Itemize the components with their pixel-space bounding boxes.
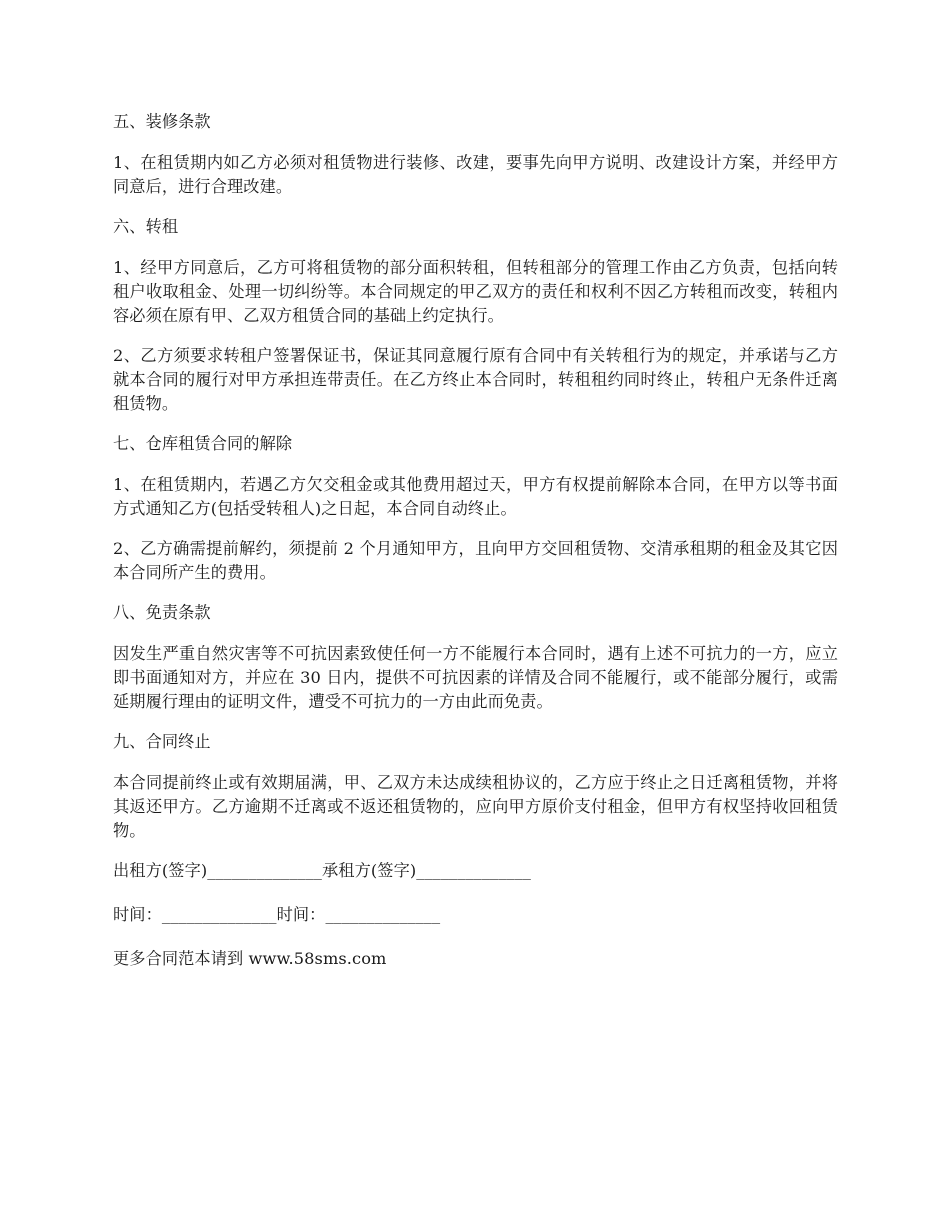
date-line — [113, 903, 838, 927]
section-termination-of-lease — [113, 432, 838, 585]
section-liability-exemption — [113, 601, 838, 714]
contract-page — [113, 110, 838, 987]
clause-paragraph: 2、乙方确需提前解约，须提前 2 个月通知甲方，且向甲方交回租赁物、交清承租期的租金及其它因本合同所产生的费用。 — [113, 539, 838, 582]
section-sublease — [113, 215, 838, 416]
date-label-1: 时间： — [113, 905, 162, 924]
clause-paragraph: 本合同提前终止或有效期届满，甲、乙双方未达成续租协议的，乙方应于终止之日迁离租赁物，并将其返还甲方。乙方逾期不迁离或不返还租赁物的，应向甲方原价支付租金，但甲方有权坚持收回租赁物。 — [113, 773, 838, 840]
section-heading: 九、合同终止 — [113, 732, 211, 751]
clause-paragraph: 1、经甲方同意后，乙方可将租赁物的部分面积转租，但转租部分的管理工作由乙方负责，包括向转租户收取租金、处理一切纠纷等。本合同规定的甲乙双方的责任和权利不因乙方转租而改变，转租内容必须在原有甲、乙双方租赁合同的基础上约定执行。 — [113, 258, 838, 325]
clause-paragraph: 1、在租赁期内如乙方必须对租赁物进行装修、改建，要事先向甲方说明、改建设计方案，并经甲方同意后，进行合理改建。 — [113, 153, 838, 196]
section-heading: 七、仓库租赁合同的解除 — [113, 434, 293, 453]
section-renovation — [113, 110, 838, 199]
lessor-signature-blank: ______________ — [207, 861, 322, 880]
footer-note: 更多合同范本请到 www.58sms.com — [113, 949, 387, 968]
clause-paragraph: 因发生严重自然灾害等不可抗因素致使任何一方不能履行本合同时，遇有上述不可抗力的一方，应立即书面通知对方，并应在 30 日内，提供不可抗因素的详情及合同不能履行，或不能部分履行，或需延期履行理由的证明文件，遭受不可抗力的一方由此而免责。 — [113, 644, 838, 711]
section-heading: 八、免责条款 — [113, 603, 211, 622]
section-contract-end — [113, 730, 838, 843]
date-blank-2: ______________ — [325, 905, 441, 924]
section-heading: 五、装修条款 — [113, 112, 211, 131]
lessor-signature-label: 出租方(签字) — [113, 861, 208, 880]
section-heading: 六、转租 — [113, 217, 179, 236]
lessee-signature-label: 承租方(签字) — [322, 861, 417, 880]
signature-line — [113, 859, 838, 883]
clause-paragraph: 2、乙方须要求转租户签署保证书，保证其同意履行原有合同中有关转租行为的规定，并承诺与乙方就本合同的履行对甲方承担连带责任。在乙方终止本合同时，转租租约同时终止，转租户无条件迁离租赁物。 — [113, 346, 838, 413]
date-label-2: 时间： — [276, 905, 326, 924]
lessee-signature-blank: ______________ — [416, 861, 531, 880]
date-blank-1: ______________ — [161, 905, 277, 924]
clause-paragraph: 1、在租赁期内，若遇乙方欠交租金或其他费用超过天，甲方有权提前解除本合同，在甲方以等书面方式通知乙方(包括受转租人)之日起，本合同自动终止。 — [113, 475, 838, 518]
